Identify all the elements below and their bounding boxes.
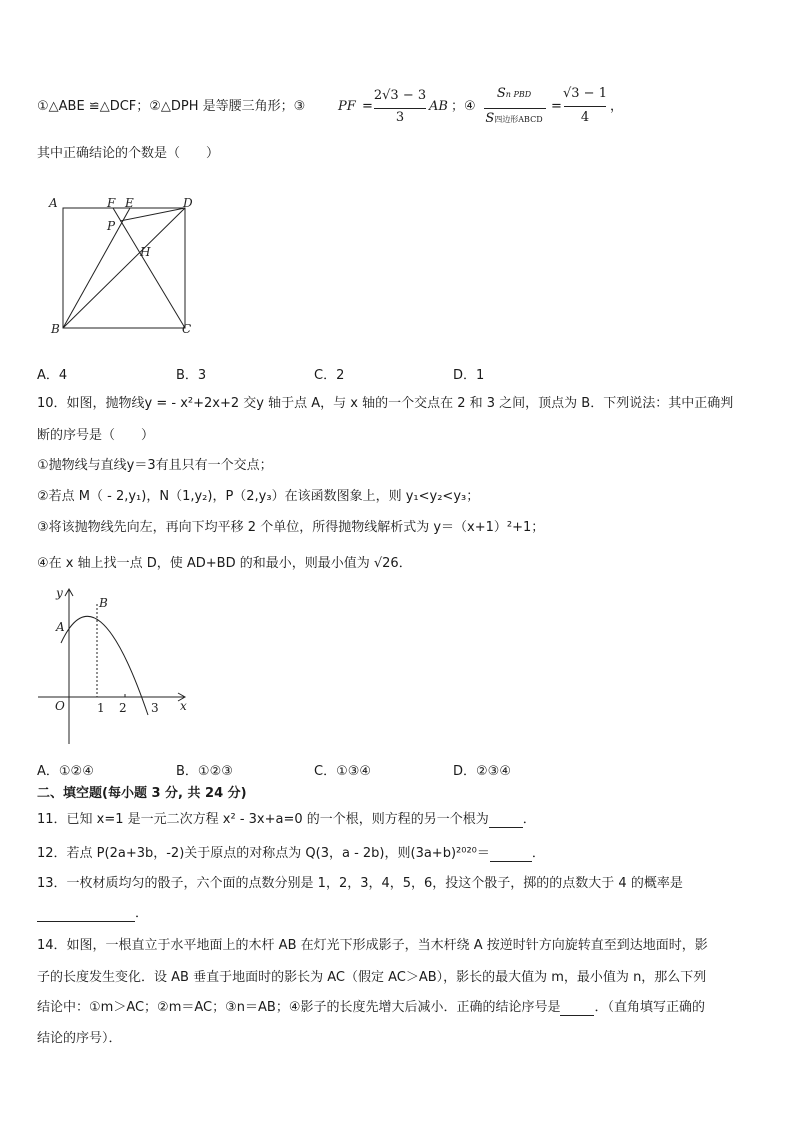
q9-statement-a: ①△ABE ≌△DCF；②△DPH 是等腰三角形；③	[37, 99, 306, 114]
q9-fraction-3-denominator: 4	[580, 110, 590, 125]
label-y-axis: y	[56, 586, 63, 600]
q9-fraction-1-numerator: 2√3 − 3	[373, 88, 427, 103]
q9-ask: 其中正确结论的个数是（ ）	[37, 146, 220, 161]
q14-line3-text: 结论中：①m＞AC；②m＝AC；③n＝AB；④影子的长度先增大后减小．正确的结论序号是	[37, 1000, 561, 1015]
q9-eq1: =	[362, 99, 373, 114]
q9-option-d: D．1	[453, 368, 485, 383]
q10-option-d: D．②③④	[453, 764, 511, 779]
q9-fraction-3-numerator: √3 − 1	[563, 86, 607, 101]
tick-label-2: 2	[119, 701, 127, 715]
q14-line3-end: ．（直角填写正确的	[594, 1000, 705, 1015]
q13-answer-line	[37, 906, 148, 922]
label-x-axis: x	[180, 699, 187, 713]
q9-eq2: =	[551, 99, 562, 114]
label-b: B	[51, 322, 60, 336]
q9-sep4: ；④	[451, 99, 476, 114]
q10-line1: 10．如图，抛物线y = - x²+2x+2 交y 轴于点 A，与 x 轴的一个交点在 2 和 3 之间，顶点为 B．下列说法：其中正确判	[37, 396, 734, 411]
q9-fraction-1-denominator: 3	[395, 110, 405, 125]
q10-line2: 断的序号是（ ）	[37, 428, 155, 443]
q9-fraction-2-denominator-sub: 四边形ABCD	[494, 115, 543, 124]
q9-option-a: A．4	[37, 368, 68, 383]
q14-line4: 结论的序号）．	[37, 1031, 122, 1046]
tick-label-3: 3	[151, 701, 159, 715]
q13-end: ．	[135, 906, 149, 921]
q10-statement-4: ④在 x 轴上找一点 D，使 AD+BD 的和最小，则最小值为 √26．	[37, 556, 412, 571]
label-vertex-b: B	[99, 596, 108, 610]
q14-line3	[37, 1000, 705, 1016]
q10-option-b: B．①②③	[176, 764, 233, 779]
q9-option-b: B．3	[176, 368, 207, 383]
q14-line2: 子的长度发生变化．设 AB 垂直于地面时的影长为 AC（假定 AC＞AB），影长的最大值为 m，最小值为 n，那么下列	[37, 970, 707, 985]
q12-end: ．	[531, 846, 545, 861]
label-h: H	[140, 245, 151, 259]
q12-line	[37, 846, 545, 862]
q12-answer-blank	[490, 847, 532, 862]
q10-parabola-graph	[36, 585, 196, 747]
q9-fraction-2	[482, 86, 546, 128]
q12-text: 12．若点 P(2a+3b，-2)关于原点的对称点为 Q(3，a - 2b)，则(3a+b)²⁰²⁰＝	[37, 846, 490, 861]
q10-statement-2: ②若点 M（ - 2,y₁)，N（1,y₂)，P（2,y₃）在该函数图象上，则 y₁<y₂<y₃；	[37, 489, 480, 504]
q9-fraction-1-bar	[374, 108, 426, 109]
label-point-a: A	[56, 620, 65, 634]
q11-line	[37, 812, 536, 828]
q10-option-c: C．①③④	[314, 764, 372, 779]
q11-answer-blank	[489, 813, 523, 828]
q9-pf: PF	[338, 99, 356, 114]
q10-option-a: A．①②④	[37, 764, 94, 779]
q13-line: 13．一枚材质均匀的骰子，六个面的点数分别是 1，2，3，4，5，6，投这个骰子，掷的的点数大于 4 的概率是	[37, 876, 683, 891]
label-d: D	[183, 196, 193, 210]
q9-fraction-2-numerator: S	[496, 86, 506, 101]
q9-tail: ，	[610, 99, 624, 114]
q9-fraction-2-numerator-sub: n PBD	[505, 90, 532, 99]
q14-answer-blank	[560, 1001, 594, 1016]
segment-be	[63, 208, 130, 328]
label-a: A	[49, 196, 58, 210]
q11-text: 11．已知 x=1 是一元二次方程 x² - 3x+a=0 的一个根，则方程的另一个根为	[37, 812, 489, 827]
q9-ab: AB	[429, 99, 448, 114]
q9-square-figure	[46, 194, 226, 344]
q9-fraction-2-bar	[484, 108, 546, 109]
q9-fraction-2-denominator: S	[485, 111, 495, 126]
q9-fraction-3-bar	[564, 106, 606, 107]
q9-fraction-1	[373, 88, 427, 126]
tick-label-1: 1	[97, 701, 105, 715]
q10-statement-1: ①抛物线与直线y＝3有且只有一个交点；	[37, 458, 273, 473]
section-2-heading: 二、填空题(每小题 3 分, 共 24 分)	[37, 786, 247, 801]
label-e: E	[125, 196, 134, 210]
label-origin: O	[55, 699, 65, 713]
q13-answer-blank	[37, 907, 135, 922]
q11-end: ．	[522, 812, 536, 827]
q10-statement-3: ③将该抛物线先向左，再向下均平移 2 个单位，所得抛物线解析式为 y＝（x+1）²+1；	[37, 520, 545, 535]
q14-line1: 14．如图，一根直立于水平地面上的木杆 AB 在灯光下形成影子，当木杆绕 A 按逆时针方向旋转直至到达地面时，影	[37, 938, 708, 953]
label-p: P	[107, 219, 116, 233]
q9-option-c: C．2	[314, 368, 345, 383]
label-c: C	[182, 322, 192, 336]
label-f: F	[107, 196, 116, 210]
